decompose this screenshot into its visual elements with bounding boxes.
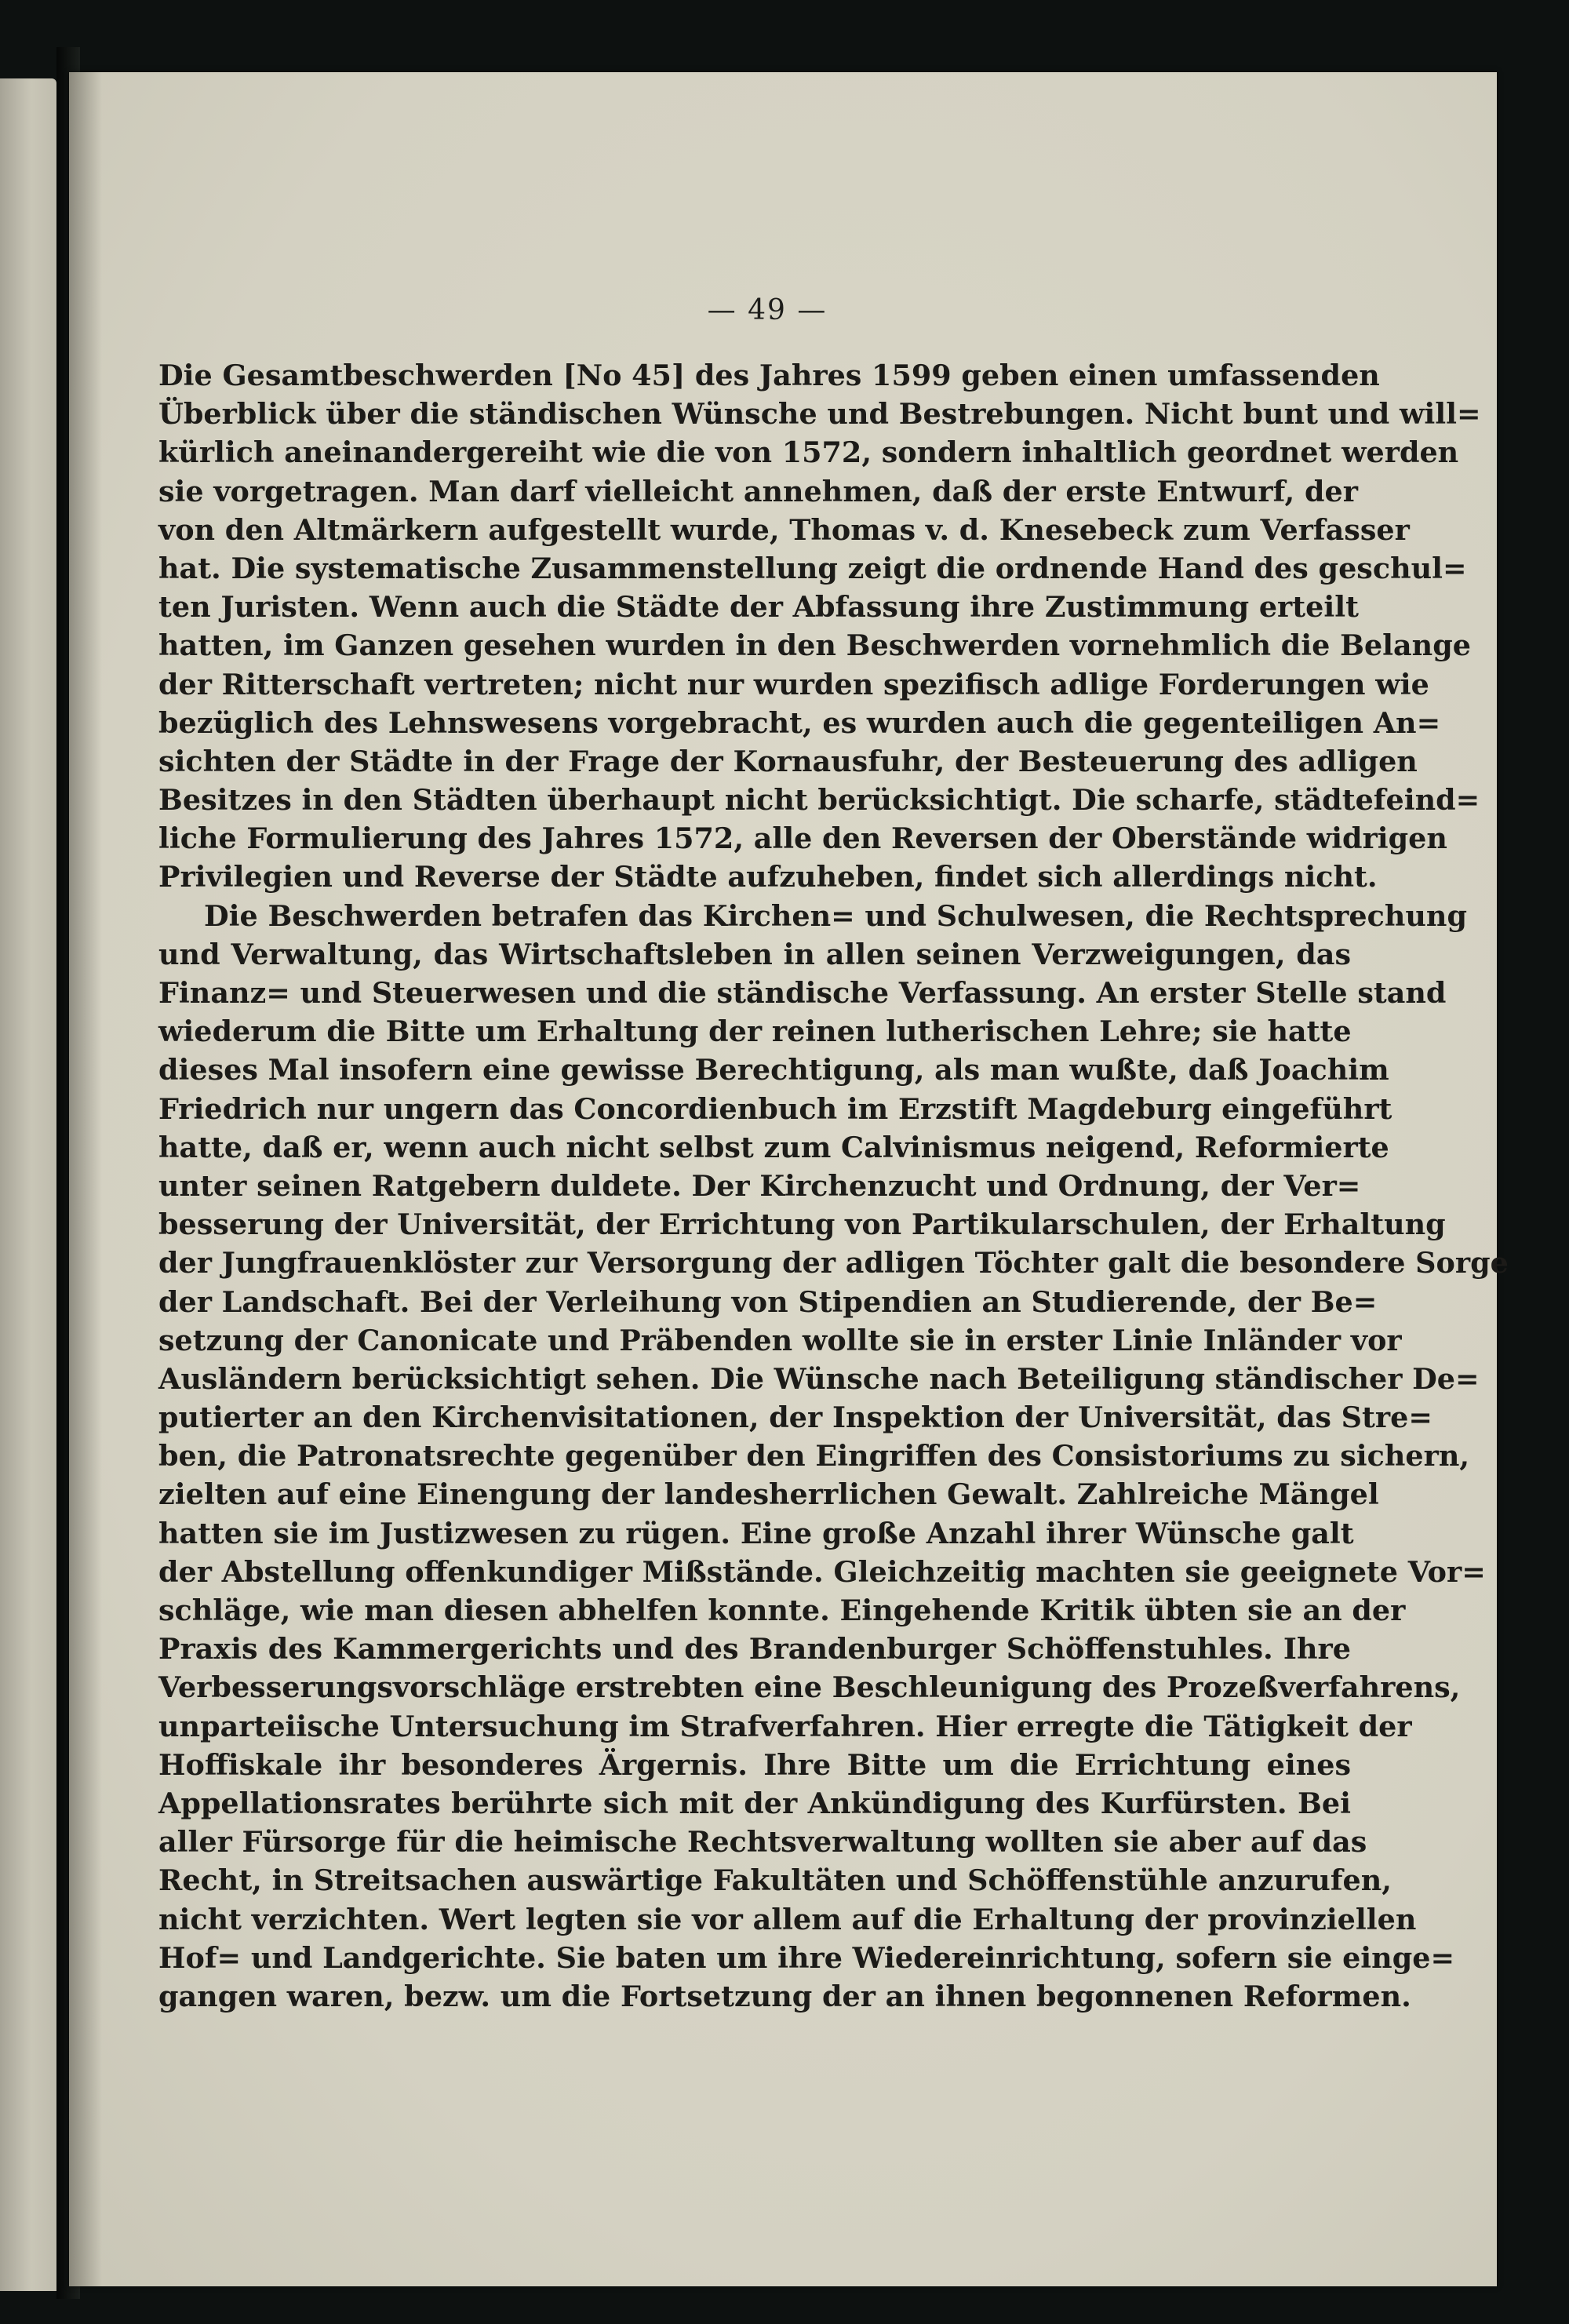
- text-line: Privilegien und Reverse der Städte aufzuheben, findet sich allerdings nicht.: [158, 860, 1378, 894]
- book-page: [69, 72, 1509, 2286]
- text-line: aller Fürsorge für die heimische Rechtsverwaltung wollten sie aber auf das: [158, 1825, 1367, 1860]
- text-line: der Landschaft. Bei der Verleihung von Stipendien an Studierende, der Be=: [158, 1284, 1378, 1319]
- text-line: ben, die Patronatsrechte gegenüber den Eingriffen des Consistoriums zu sichern,: [158, 1439, 1470, 1473]
- text-line: putierter an den Kirchenvisitationen, der Inspektion der Universität, das Stre=: [158, 1401, 1432, 1435]
- text-line: zielten auf eine Einengung der landesherrlichen Gewalt. Zahlreiche Mängel: [158, 1477, 1379, 1512]
- text-line: und Verwaltung, das Wirtschaftsleben in allen seinen Verzweigungen, das: [158, 937, 1351, 971]
- text-line: von den Altmärkern aufgestellt wurde, Thomas v. d. Knesebeck zum Verfasser: [158, 512, 1410, 547]
- text-line: bezüglich des Lehnswesens vorgebracht, es wurden auch die gegenteiligen An=: [158, 705, 1441, 740]
- text-line: unter seinen Ratgebern duldete. Der Kirchenzucht und Ordnung, der Ver=: [158, 1168, 1361, 1203]
- text-line: setzung der Canonicate und Präbenden wollte sie in erster Linie Inländer vor: [158, 1323, 1402, 1357]
- text-line: nicht verzichten. Wert legten sie vor allem auf die Erhaltung der provinziellen: [158, 1902, 1417, 1936]
- text-line: hatten sie im Justizwesen zu rügen. Eine große Anzahl ihrer Wünsche galt: [158, 1516, 1354, 1550]
- text-line: hatten, im Ganzen gesehen wurden in den Beschwerden vornehmlich die Belange: [158, 628, 1471, 663]
- text-line: Appellationsrates berührte sich mit der Ankündigung des Kurfürsten. Bei: [158, 1786, 1351, 1820]
- text-line: Besitzes in den Städten überhaupt nicht berücksichtigt. Die scharfe, städtefeind=: [158, 783, 1480, 818]
- text-line: besserung der Universität, der Errichtung von Partikularschulen, der Erhaltung: [158, 1208, 1446, 1242]
- text-line: kürlich aneinandergereiht wie die von 1572, sondern inhaltlich geordnet werden: [158, 435, 1459, 470]
- previous-page-edge: [0, 78, 56, 2291]
- text-line: ten Juristen. Wenn auch die Städte der Abfassung ihre Zustimmung erteilt: [158, 590, 1359, 625]
- text-line: unparteiische Untersuchung im Strafverfahren. Hier erregte die Tätigkeit der: [158, 1709, 1412, 1743]
- text-line: wiederum die Bitte um Erhaltung der reinen lutherischen Lehre; sie hatte: [158, 1014, 1352, 1049]
- text-line: schläge, wie man diesen abhelfen konnte. Eingehende Kritik übten sie an der: [158, 1594, 1406, 1627]
- text-line: Ausländern berücksichtigt sehen. Die Wünsche nach Beteiligung ständischer De=: [158, 1361, 1480, 1396]
- body-text: [158, 356, 1509, 2016]
- text-line: Praxis des Kammergerichts und des Brandenburger Schöffenstuhles. Ihre: [158, 1632, 1351, 1667]
- text-line: hat. Die systematische Zusammenstellung zeigt die ordnende Hand des geschul=: [158, 551, 1467, 585]
- text-line: sichten der Städte in der Frage der Kornausfuhr, der Besteuerung des adligen: [158, 744, 1418, 778]
- text-line: hatte, daß er, wenn auch nicht selbst zum Calvinismus neigend, Reformierte: [158, 1130, 1389, 1164]
- text-line: der Jungfrauenklöster zur Versorgung der adligen Töchter galt die besondere Sorge: [158, 1246, 1509, 1280]
- page-number: — 49 —: [707, 294, 828, 326]
- text-line: sie vorgetragen. Man darf vielleicht annehmen, daß der erste Entwurf, der: [158, 474, 1358, 508]
- text-line: Recht, in Streitsachen auswärtige Fakultäten und Schöffenstühle anzurufen,: [158, 1863, 1392, 1898]
- text-line: der Ritterschaft vertreten; nicht nur wurden spezifisch adlige Forderungen wie: [158, 667, 1429, 701]
- text-line: gangen waren, bezw. um die Fortsetzung der an ihnen begonnenen Reformen.: [158, 1979, 1411, 2013]
- text-line: liche Formulierung des Jahres 1572, alle den Reversen der Oberstände widrigen: [158, 821, 1447, 856]
- text-line: Hof= und Landgerichte. Sie baten um ihre Wiedereinrichtung, sofern sie einge=: [158, 1940, 1455, 1975]
- text-line: Die Gesamtbeschwerden [No 45] des Jahres 1599 geben einen umfassenden: [158, 359, 1380, 392]
- text-line: Verbesserungsvorschläge erstrebten eine Beschleunigung des Prozeßverfahrens,: [158, 1670, 1461, 1705]
- text-line: Die Beschwerden betrafen das Kirchen= und Schulwesen, die Rechtsprechung: [204, 898, 1467, 933]
- text-line: Überblick über die ständischen Wünsche und Bestrebungen. Nicht bunt und will=: [158, 397, 1481, 432]
- text-line: Finanz= und Steuerwesen und die ständische Verfassung. An erster Stelle stand: [158, 976, 1447, 1010]
- text-line: der Abstellung offenkundiger Mißstände. Gleichzeitig machten sie geeignete Vor=: [158, 1554, 1486, 1589]
- text-line: dieses Mal insofern eine gewisse Berechtigung, als man wußte, daß Joachim: [158, 1053, 1389, 1087]
- text-line: Friedrich nur ungern das Concordienbuch im Erzstift Magdeburg eingeführt: [158, 1091, 1392, 1126]
- text-line: Hoffiskale ihr besonderes Ärgernis. Ihre Bitte um die Errichtung eines: [158, 1747, 1351, 1782]
